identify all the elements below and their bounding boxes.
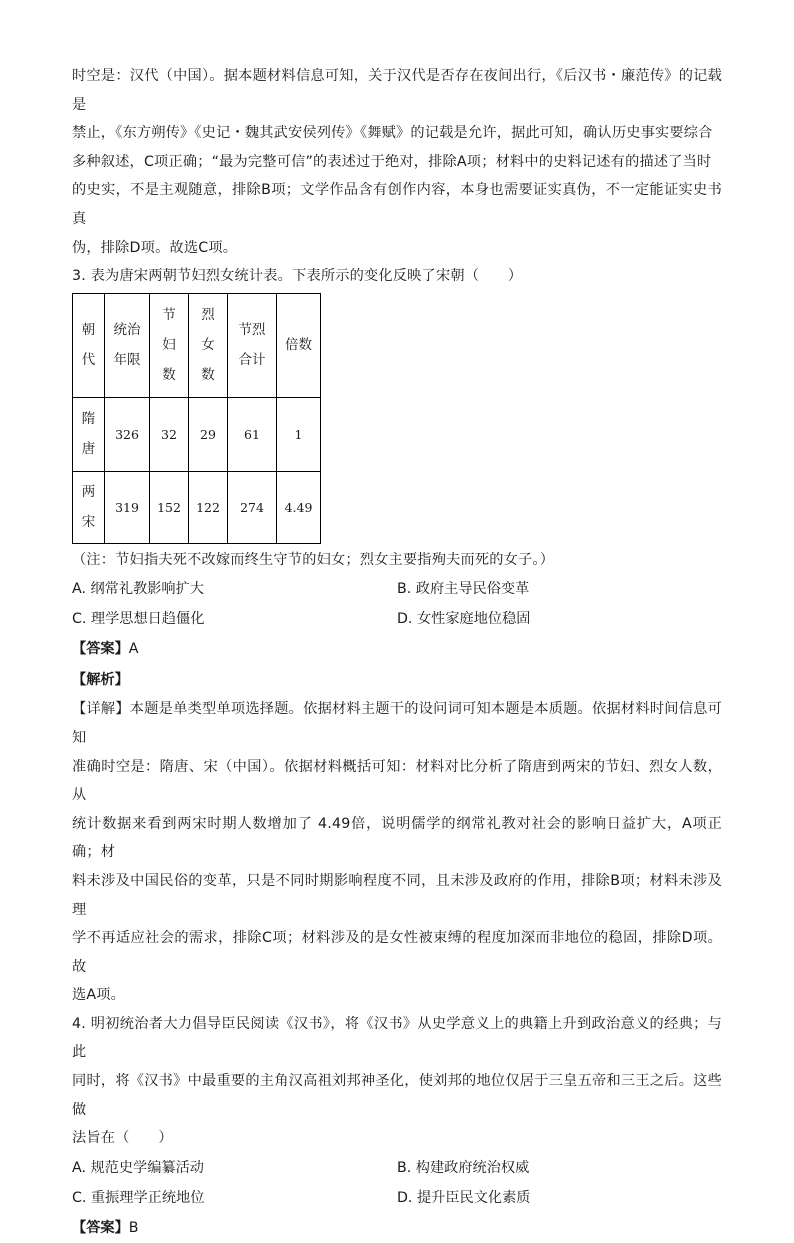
options-row (72, 604, 722, 634)
analysis-label: 【解析】 (72, 671, 129, 688)
options-row (72, 1153, 722, 1183)
text-line: 选A项。 (72, 987, 126, 1004)
table-cell-dynasty: 隋 唐 (73, 397, 105, 471)
answer-value: B (128, 1219, 139, 1236)
table-cell: 61 (228, 397, 277, 471)
text-line: 统计数据来看到两宋时期人数增加了 4.49倍，说明儒学的纲常礼教对社会的影响日益扩大，A项正确；材 (72, 815, 722, 861)
table-cell-dynasty: 两 宋 (73, 471, 105, 543)
answer-line (72, 634, 722, 665)
document-page (72, 62, 722, 1243)
header-char: 朝 (81, 322, 96, 339)
table-cell: 319 (105, 471, 150, 543)
table-header-row (73, 293, 321, 397)
analysis-line (72, 665, 722, 696)
option-d: D. 提升臣民文化素质 (397, 1189, 531, 1206)
table-cell: 152 (150, 471, 189, 543)
question-stem: 同时，将《汉书》中最重要的主角汉高祖刘邦神圣化，使刘邦的地位仅居于三皇五帝和三王之后。这些做 (72, 1073, 722, 1118)
option-a: A. 规范史学编纂活动 (72, 1159, 204, 1176)
options-row (72, 1183, 722, 1213)
text-line: 准确时空是：隋唐、宋（中国）。依据材料概括可知：材料对比分析了隋唐到两宋的节妇、烈女人数，从 (72, 758, 722, 804)
option-b: B. 政府主导民俗变革 (397, 581, 530, 598)
table-cell: 4.49 (277, 471, 321, 543)
table-note: （注：节妇指夫死不改嫁而终生守节的妇女；烈女主要指殉夫而死的女子。） (72, 551, 555, 568)
text-line: 禁止，《东方朔传》《史记・魏其武安侯列传》《舞赋》的记载是允许，据此可知，确认历史事实要综合 (72, 125, 713, 142)
text-line: 时空是：汉代（中国）。据本题材料信息可知，关于汉代是否存在夜间出行，《后汉书・廉范传》的记载是 (72, 68, 722, 113)
answer-value: A (128, 641, 139, 658)
header-char: 代 (81, 352, 96, 369)
table-header-cell: 烈 女 数 (189, 293, 228, 397)
text-line: 学不再适应社会的需求，排除C项；材料涉及的是女性被束缚的程度加深而非地位的稳固，排除D项。故 (72, 930, 722, 975)
answer-label: 【答案】 (72, 1219, 129, 1236)
q2-explanation (72, 62, 722, 262)
options-row (72, 574, 722, 604)
text-line: 伪，排除D项。故选C项。 (72, 239, 238, 256)
statistics-table (72, 293, 321, 544)
table-cell: 326 (105, 397, 150, 471)
text-line: 【详解】本题是单类型单项选择题。依据材料主题干的设问词可知本题是本质题。依据材料时间信息可知 (72, 701, 722, 746)
table-cell: 29 (189, 397, 228, 471)
table-header-cell (105, 293, 150, 397)
answer-label: 【答案】 (72, 641, 129, 658)
table-row (73, 471, 321, 543)
option-c: C. 理学思想日趋僵化 (72, 611, 205, 628)
table-cell: 32 (150, 397, 189, 471)
table-header-cell (73, 293, 105, 397)
detail-explanation (72, 695, 722, 1010)
text-line: 料未涉及中国民俗的变革，只是不同时期影响程度不同，且未涉及政府的作用，排除B项；材料未涉及理 (72, 872, 722, 918)
option-b: B. 构建政府统治权威 (397, 1159, 530, 1176)
question-stem: 4. 明初统治者大力倡导臣民阅读《汉书》，将《汉书》从史学意义上的典籍上升到政治意义的经典；与此 (72, 1015, 722, 1061)
option-c: C. 重振理学正统地位 (72, 1189, 205, 1206)
table-header-cell: 倍数 (277, 293, 321, 397)
table-cell: 274 (228, 471, 277, 543)
question-stem: 法旨在（ ） (72, 1130, 173, 1147)
question-4 (72, 1010, 722, 1243)
option-a: A. 纲常礼教影响扩大 (72, 581, 204, 598)
answer-line (72, 1213, 722, 1243)
table-header-cell: 节烈 合计 (228, 293, 277, 397)
option-d: D. 女性家庭地位稳固 (397, 611, 531, 628)
text-line: 多种叙述，C项正确；“最为完整可信”的表述过于绝对，排除A项；材料中的史料记述有的描述了当时 (72, 153, 712, 170)
table-cell: 1 (277, 397, 321, 471)
header-char: 年限 (113, 352, 141, 369)
table-row (73, 397, 321, 471)
text-line: 的史实，不是主观随意，排除B项；文学作品含有创作内容，本身也需要证实真伪，不一定能证实史书真 (72, 182, 722, 227)
table-cell: 122 (189, 471, 228, 543)
question-3 (72, 262, 722, 1010)
header-char: 统治 (113, 322, 141, 339)
table-header-cell: 节 妇 数 (150, 293, 189, 397)
question-stem: 3. 表为唐宋两朝节妇烈女统计表。下表所示的变化反映了宋朝（ ） (72, 268, 523, 285)
